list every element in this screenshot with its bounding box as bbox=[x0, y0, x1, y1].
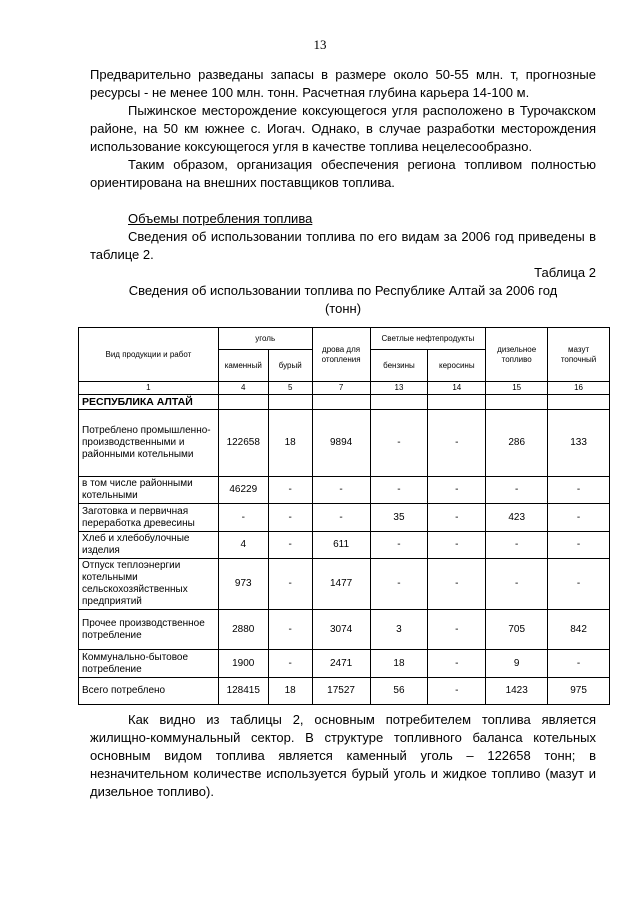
table-row bbox=[79, 504, 610, 532]
table-cell: - bbox=[268, 650, 312, 678]
table-cell: - bbox=[428, 504, 486, 532]
table-cell: 705 bbox=[486, 610, 548, 650]
fuel-usage-table bbox=[78, 327, 610, 705]
table-cell: 973 bbox=[218, 559, 268, 610]
table-cell: - bbox=[268, 559, 312, 610]
table-cell: - bbox=[548, 477, 610, 504]
table-cell: - bbox=[548, 559, 610, 610]
table-cell: - bbox=[548, 650, 610, 678]
header-kerosene: керосины bbox=[428, 350, 486, 382]
table-cell: 122658 bbox=[218, 410, 268, 477]
table-cell: 423 bbox=[486, 504, 548, 532]
table-cell: 128415 bbox=[218, 678, 268, 705]
row-label: Потреблено промышленно-производственными и районными котельными bbox=[79, 410, 219, 477]
table-cell: - bbox=[548, 532, 610, 559]
table-cell: - bbox=[486, 477, 548, 504]
section-block bbox=[90, 210, 596, 318]
table-units: (тонн) bbox=[324, 301, 362, 316]
intro-paragraph-3: Таким образом, организация обеспечения региона топливом полностью ориентирована на внешних поставщиков топлива. bbox=[90, 157, 596, 190]
table-cell: 611 bbox=[312, 532, 370, 559]
column-number: 4 bbox=[218, 382, 268, 395]
header-gasoline: бензины bbox=[370, 350, 428, 382]
table-cell: - bbox=[312, 504, 370, 532]
conclusion-paragraph: Как видно из таблицы 2, основным потребителем топлива является жилищно-коммунальный сектор. В структуре топливного баланса котельных основным видом топлива является каменный уголь – 122658 тонн; в незначительном количестве используется бурый уголь и жидкое топливо (мазут и дизельное топливо). bbox=[90, 712, 596, 799]
table-row bbox=[79, 610, 610, 650]
header-fuel-oil: мазут топочный bbox=[548, 328, 610, 382]
table-cell: 1900 bbox=[218, 650, 268, 678]
section-heading: Объемы потребления топлива bbox=[128, 211, 313, 226]
table-cell: 18 bbox=[268, 410, 312, 477]
row-label: в том числе районными котельными bbox=[79, 477, 219, 504]
table-cell: - bbox=[428, 650, 486, 678]
table-row bbox=[79, 532, 610, 559]
column-number-row bbox=[79, 382, 610, 395]
column-number: 16 bbox=[548, 382, 610, 395]
intro-paragraph-2: Пыжинское месторождение коксующегося угля расположено в Турочакском районе, на 50 км южнее с. Иогач. Однако, в случае разработки месторождения использование коксующегося угля в качестве топлива нецелесообразно. bbox=[90, 103, 596, 154]
column-number: 5 bbox=[268, 382, 312, 395]
table-cell: - bbox=[268, 504, 312, 532]
row-label: Всего потреблено bbox=[79, 678, 219, 705]
header-firewood: дрова для отопления bbox=[312, 328, 370, 382]
table-cell: - bbox=[486, 559, 548, 610]
table-cell: 4 bbox=[218, 532, 268, 559]
table-cell: 46229 bbox=[218, 477, 268, 504]
row-label: Коммунально-бытовое потребление bbox=[79, 650, 219, 678]
table-row bbox=[79, 650, 610, 678]
region-row bbox=[79, 395, 610, 410]
header-light-oil: Светлые нефтепродукты bbox=[370, 328, 486, 350]
header-product: Вид продукции и работ bbox=[79, 328, 219, 382]
table-cell: 975 bbox=[548, 678, 610, 705]
table-cell: - bbox=[428, 410, 486, 477]
table-cell: 3074 bbox=[312, 610, 370, 650]
table-cell: - bbox=[548, 504, 610, 532]
table-cell: 1423 bbox=[486, 678, 548, 705]
column-number: 13 bbox=[370, 382, 428, 395]
table-cell: 18 bbox=[268, 678, 312, 705]
row-label: Отпуск теплоэнергии котельными сельскохозяйственных предприятий bbox=[79, 559, 219, 610]
table-cell: 9 bbox=[486, 650, 548, 678]
table-cell: - bbox=[428, 559, 486, 610]
table-cell: - bbox=[370, 410, 428, 477]
section-intro: Сведения об использовании топлива по его видам за 2006 год приведены в таблице 2. bbox=[90, 229, 596, 262]
table-cell: 3 bbox=[370, 610, 428, 650]
table-cell: - bbox=[486, 532, 548, 559]
header-diesel: дизельное топливо bbox=[486, 328, 548, 382]
table-cell: 9894 bbox=[312, 410, 370, 477]
conclusion-block bbox=[90, 711, 596, 801]
table-cell: - bbox=[428, 610, 486, 650]
table-cell: 2471 bbox=[312, 650, 370, 678]
column-number: 15 bbox=[486, 382, 548, 395]
table-row bbox=[79, 410, 610, 477]
table-cell: 842 bbox=[548, 610, 610, 650]
table-cell: - bbox=[268, 532, 312, 559]
intro-paragraph-1: Предварительно разведаны запасы в размере около 50-55 млн. т, прогнозные ресурсы - не менее 100 млн. тонн. Расчетная глубина карьера 14-100 м. bbox=[90, 67, 596, 100]
row-label: Прочее производственное потребление bbox=[79, 610, 219, 650]
table-cell: - bbox=[370, 559, 428, 610]
row-label: Хлеб и хлебобулочные изделия bbox=[79, 532, 219, 559]
table-cell: - bbox=[268, 477, 312, 504]
table-cell: - bbox=[268, 610, 312, 650]
table-cell: 35 bbox=[370, 504, 428, 532]
table-cell: - bbox=[218, 504, 268, 532]
page-number: 13 bbox=[313, 37, 327, 52]
table-label: Таблица 2 bbox=[534, 265, 596, 280]
table-title: Сведения об использовании топлива по Республике Алтай за 2006 год bbox=[128, 283, 558, 298]
table-cell: 2880 bbox=[218, 610, 268, 650]
table-row bbox=[79, 559, 610, 610]
header-coal: уголь bbox=[218, 328, 312, 350]
table-cell: - bbox=[428, 532, 486, 559]
table-row bbox=[79, 678, 610, 705]
table-cell: - bbox=[428, 477, 486, 504]
column-number: 1 bbox=[79, 382, 219, 395]
table-cell: 286 bbox=[486, 410, 548, 477]
table-row bbox=[79, 477, 610, 504]
table-cell: - bbox=[370, 477, 428, 504]
table-cell: 56 bbox=[370, 678, 428, 705]
table-cell: - bbox=[312, 477, 370, 504]
intro-text bbox=[90, 66, 596, 192]
header-coal-hard: каменный bbox=[218, 350, 268, 382]
row-label: Заготовка и первичная переработка древесины bbox=[79, 504, 219, 532]
table-cell: 133 bbox=[548, 410, 610, 477]
column-number: 7 bbox=[312, 382, 370, 395]
header-coal-brown: бурый bbox=[268, 350, 312, 382]
column-number: 14 bbox=[428, 382, 486, 395]
table-cell: 17527 bbox=[312, 678, 370, 705]
table-cell: - bbox=[428, 678, 486, 705]
region-name: РЕСПУБЛИКА АЛТАЙ bbox=[79, 395, 219, 410]
table-cell: - bbox=[370, 532, 428, 559]
table-body bbox=[79, 410, 610, 705]
table-cell: 1477 bbox=[312, 559, 370, 610]
table-cell: 18 bbox=[370, 650, 428, 678]
